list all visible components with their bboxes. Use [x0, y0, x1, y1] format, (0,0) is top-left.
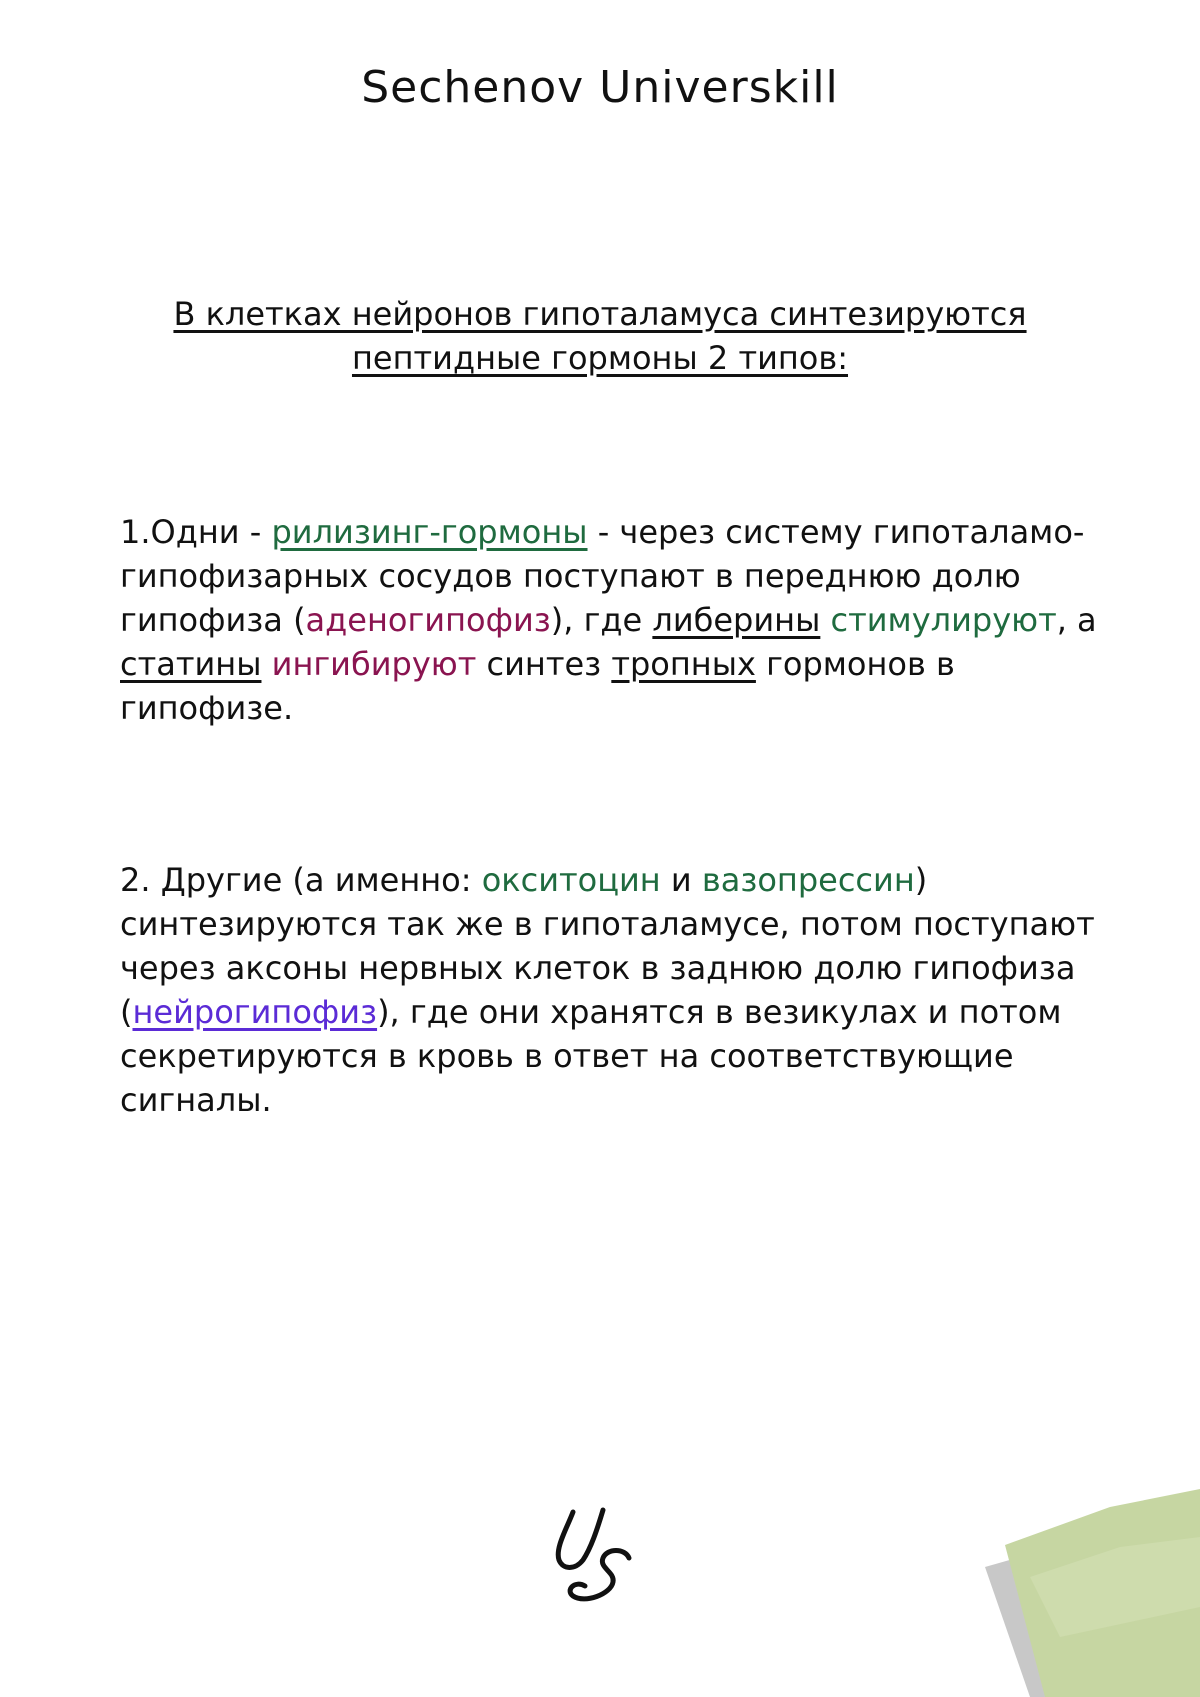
paper-corner-icon	[970, 1467, 1200, 1697]
term-stimulate: стимулируют	[830, 601, 1057, 639]
text-segment	[261, 645, 271, 683]
term-vasopressin: вазопрессин	[701, 861, 915, 899]
paragraph-releasing-hormones	[120, 510, 1120, 730]
text-segment: 2. Другие (а именно:	[120, 861, 482, 899]
text-segment: - через систему гипоталамо-гипофизарных сосудов поступают в переднюю долю гипофиза (	[120, 513, 1085, 639]
text-segment: ), где	[550, 601, 653, 639]
term-oxytocin: окситоцин	[481, 861, 661, 899]
text-segment: 1.Одни -	[120, 513, 272, 551]
text-segment: , а	[1056, 601, 1097, 639]
text-segment: синтез	[476, 645, 612, 683]
term-statins: статины	[120, 645, 262, 683]
paragraph-other-hormones	[120, 858, 1120, 1122]
text-segment: ), где они хранятся в везикулах и потом секретируются в кровь в ответ на соответствующие сигналы.	[120, 993, 1062, 1119]
text-segment: гормонов в гипофизе.	[120, 645, 955, 727]
text-segment	[820, 601, 830, 639]
term-releasing-hormones: рилизинг-гормоны	[271, 513, 588, 551]
term-inhibit: ингибируют	[271, 645, 477, 683]
link-neurohypophysis[interactable]: нейрогипофиз	[132, 993, 378, 1031]
term-tropic: тропных	[611, 645, 756, 683]
intro-heading: В клетках нейронов гипоталамуса синтезируются пептидные гормоны 2 типов:	[173, 295, 1027, 377]
page-title: Sechenov Universkill	[361, 62, 839, 113]
us-logo-icon	[545, 1500, 655, 1620]
text-segment: и	[660, 861, 702, 899]
term-liberins: либерины	[652, 601, 821, 639]
term-adenohypophysis: аденогипофиз	[305, 601, 551, 639]
text-segment: ) синтезируются так же в гипоталамусе, потом поступают через аксоны нервных клеток в заднюю долю гипофиза (	[120, 861, 1095, 1031]
